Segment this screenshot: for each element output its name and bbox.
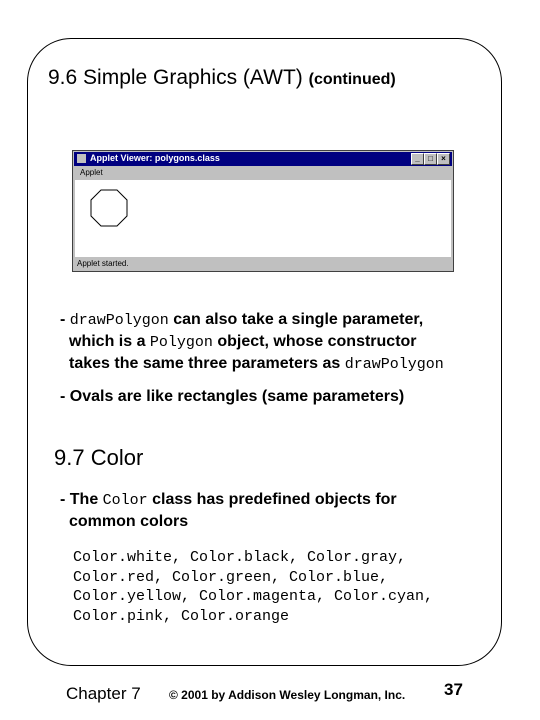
applet-menu[interactable]: Applet — [80, 168, 103, 177]
bullet3-text3: common colors — [69, 513, 189, 530]
applet-viewer-window — [72, 150, 454, 272]
applet-menubar — [74, 167, 452, 179]
code-line: Color.yellow, Color.magenta, Color.cyan, — [73, 588, 434, 605]
footer-page-number: 37 — [444, 680, 463, 699]
bullet1-text1: can also take a single parameter, — [168, 311, 424, 328]
code-color: Color — [102, 492, 148, 509]
octagon-shape — [89, 188, 129, 228]
bullet1-text2: which is a — [69, 333, 150, 350]
bullet-dash: - — [60, 311, 66, 328]
slide-title-main: 9.6 Simple Graphics (AWT) — [48, 66, 303, 89]
minimize-button[interactable]: _ — [411, 153, 424, 165]
maximize-button[interactable]: □ — [424, 153, 437, 165]
slide-title-suffix: (continued) — [308, 71, 396, 88]
code-drawpolygon-2: drawPolygon — [344, 356, 444, 373]
code-line: Color.pink, Color.orange — [73, 607, 290, 625]
applet-statusbar — [75, 258, 451, 270]
code-line: Color.white, Color.black, Color.gray, — [73, 549, 407, 566]
applet-window-icon — [77, 154, 86, 163]
bullet-color-class — [60, 489, 397, 532]
bullet-drawpolygon — [60, 309, 444, 375]
applet-titlebar[interactable] — [74, 152, 452, 166]
bullet3-text2: class has predefined objects for — [147, 491, 397, 508]
applet-canvas — [75, 180, 451, 257]
color-constants-code — [73, 548, 433, 626]
footer-copyright: © 2001 by Addison Wesley Longman, Inc. — [169, 688, 406, 702]
applet-status-text: Applet started. — [77, 259, 129, 268]
slide-title — [48, 66, 396, 90]
close-button[interactable]: × — [437, 153, 450, 165]
bullet1-text4: takes the same three parameters as — [69, 355, 345, 372]
section-heading: 9.7 Color — [54, 445, 144, 470]
footer-chapter: Chapter 7 — [66, 684, 141, 703]
applet-window-title: Applet Viewer: polygons.class — [90, 153, 220, 163]
code-line: Color.red, Color.green, Color.blue, — [73, 568, 389, 586]
bullet3-text1: - The — [60, 491, 103, 508]
code-polygon: Polygon — [149, 334, 213, 351]
code-drawpolygon: drawPolygon — [69, 312, 169, 329]
bullet-ovals: - Ovals are like rectangles (same parameters) — [60, 388, 405, 405]
bullet1-text3: object, whose constructor — [212, 333, 417, 350]
